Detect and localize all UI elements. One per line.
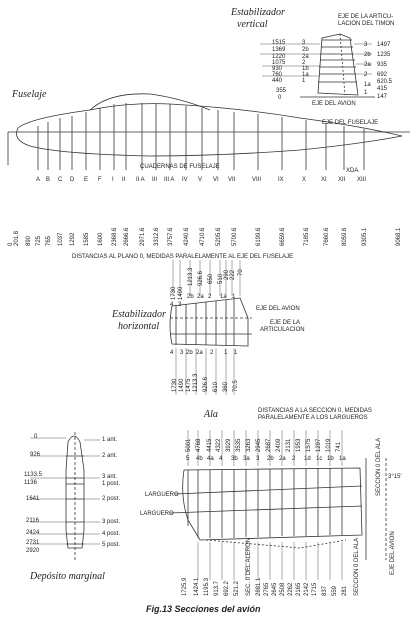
wing-top-value: 4322 bbox=[216, 438, 222, 452]
hstab-bottom-value: 1475 bbox=[186, 378, 192, 392]
fuselage-distance: 201.8 bbox=[14, 230, 20, 246]
wing-note-2: PARALELAMENTE A LOS LARGUEROS bbox=[258, 415, 368, 421]
tank-station: 3 ant. bbox=[102, 474, 118, 480]
wing-title: Ala bbox=[204, 409, 218, 420]
wing-bottom-value: 2881.1 bbox=[256, 577, 262, 596]
frame-label: XIII bbox=[357, 177, 367, 183]
fuselage-distance: 6199.6 bbox=[256, 227, 262, 246]
tank-value: 2424 bbox=[26, 530, 40, 536]
wing-top-station: 3a bbox=[243, 456, 250, 462]
vstab-right-value: 935 bbox=[377, 62, 388, 68]
fuselage-distance: 890 bbox=[26, 235, 32, 246]
wing-top-station: 4b bbox=[196, 456, 203, 462]
hstab-hinge-1: EJE DE LA bbox=[270, 320, 301, 326]
tank-station: 2 post. bbox=[102, 496, 121, 502]
hstab-top-value: 1490 bbox=[178, 286, 184, 300]
fuselage-distance: 5700.6 bbox=[232, 227, 238, 246]
tank-value: 2731 bbox=[26, 540, 40, 546]
wing-top-station: 1d bbox=[304, 456, 311, 462]
wing-bottom-value: 1195.3 bbox=[204, 578, 210, 596]
frame-label: IX bbox=[278, 177, 284, 183]
frame-label: III bbox=[152, 177, 158, 183]
fuselage-distance: 4240.6 bbox=[184, 227, 190, 246]
fuselage-distance: 3312.6 bbox=[154, 227, 160, 246]
wing-bottom-value: 521.2 bbox=[234, 580, 240, 596]
wing-top-value: 1297 bbox=[316, 438, 322, 452]
hstab-bottom-value: 70.5 bbox=[233, 380, 239, 392]
vstab-right-value: 1235 bbox=[377, 52, 391, 58]
tank-value: 2116 bbox=[26, 518, 39, 524]
wing-top-station: 4 bbox=[219, 456, 223, 462]
hstab-bottom-station: 1 bbox=[224, 350, 228, 356]
wing-bottom-value: 1424.1 bbox=[194, 577, 200, 596]
frame-label: E bbox=[84, 177, 89, 183]
hstab-bottom-value: 610 bbox=[213, 381, 219, 392]
wing-top-value: 3929 bbox=[226, 438, 232, 452]
vstab-right-station: 1a bbox=[364, 82, 371, 88]
hstab-bottom-station: 2a bbox=[196, 350, 203, 356]
fuselage-distance: 6659.6 bbox=[280, 227, 286, 246]
wing-top-station: 3b bbox=[231, 456, 238, 462]
fuselage-distance: 1292 bbox=[70, 232, 76, 246]
fuselage-distance: 7660.6 bbox=[324, 227, 330, 246]
vstab-left-value: 760 bbox=[272, 72, 283, 78]
wing-larguero-rear: LARGUERO bbox=[140, 511, 174, 517]
wing-bottom-value: 837 bbox=[322, 585, 328, 596]
vstab-left-station: 2a bbox=[302, 54, 309, 60]
vstab-left-value: 930 bbox=[272, 66, 283, 72]
frame-label: II A bbox=[136, 177, 145, 183]
frame-label: I bbox=[112, 177, 114, 183]
wing-bottom-value: 2262 bbox=[288, 582, 294, 596]
wing-bottom-value: 1725.9 bbox=[182, 577, 188, 596]
wing-bottom-value: 559 bbox=[332, 585, 338, 596]
wing-top-value: 2131 bbox=[286, 438, 292, 452]
fuselage-axis-label: EJE DEL FUSELAJE bbox=[322, 120, 379, 126]
wing-top-value: 2945 bbox=[256, 438, 262, 452]
hstab-top-value: 510 bbox=[218, 273, 224, 284]
fuselage-distance: 9305.1 bbox=[362, 227, 368, 246]
hstab-top-value: 1730 bbox=[171, 286, 177, 300]
frame-label: F bbox=[98, 177, 102, 183]
vstab-left-station: 2 bbox=[302, 60, 306, 66]
hstab-top-value: 926.6 bbox=[198, 270, 204, 286]
hstab-top-station: 2a bbox=[197, 294, 204, 300]
vstab-left-station: 1 bbox=[302, 78, 306, 84]
hstab-bottom-value: 1490 bbox=[179, 378, 185, 392]
fuselage-distance: 3757.6 bbox=[168, 227, 174, 246]
vstab-right-value: 1497 bbox=[377, 42, 391, 48]
wing-top-value: 4768 bbox=[196, 438, 202, 452]
vstab-title-2: vertical bbox=[237, 19, 268, 30]
vstab-left-value: 1369 bbox=[272, 47, 286, 53]
frame-label: X bbox=[302, 177, 307, 183]
fuselage-distance: 1600 bbox=[98, 232, 104, 246]
wing-top-value: 741 bbox=[336, 441, 342, 452]
frame-label: V bbox=[198, 177, 203, 183]
tip-tank-outline bbox=[30, 432, 100, 560]
wing-top-value: 3535 bbox=[236, 438, 242, 452]
vstab-title-1: Estabilizador bbox=[231, 7, 285, 18]
plane-zero-label: 0 bbox=[8, 242, 14, 246]
vstab-right-station: 2b bbox=[364, 52, 371, 58]
vstab-left-station: 3 bbox=[302, 40, 306, 46]
fuselage-distance: 725 bbox=[36, 235, 42, 246]
fuselage-distance: 1585 bbox=[84, 232, 90, 246]
frame-label: III A bbox=[164, 177, 175, 183]
fuselage-frames-label: CUADERNAS DE FUSELAJE bbox=[140, 164, 220, 170]
fuselage-distance: 5205.6 bbox=[216, 227, 222, 246]
wing-eje-avion: EJE DEL AVION bbox=[390, 531, 396, 575]
fuselage-distance: 2368.6 bbox=[112, 227, 118, 246]
tank-station: 4 post. bbox=[102, 531, 121, 537]
frame-label: IV bbox=[182, 177, 188, 183]
tank-value: 1136 bbox=[24, 480, 37, 486]
tank-value: 1641 bbox=[26, 496, 40, 502]
wing-top-station: 1c bbox=[316, 456, 323, 462]
hstab-top-station: 1a bbox=[220, 294, 227, 300]
wing-note-1: DISTANCIAS A LA SECCION 0, MEDIDAS bbox=[258, 408, 372, 414]
fuselage-distance: 9068.1 bbox=[396, 227, 402, 246]
vstab-left-value: 1515 bbox=[272, 40, 286, 46]
fuselage-title: Fuselaje bbox=[12, 89, 47, 100]
wing-bottom-value: 2508 bbox=[280, 582, 286, 596]
fuselage-distance: 2666.6 bbox=[124, 227, 130, 246]
hstab-top-station: 4 bbox=[170, 302, 174, 308]
wing-bottom-value: 692.2 bbox=[224, 580, 230, 596]
frame-label: B bbox=[46, 177, 51, 183]
tank-station: 2 ant. bbox=[102, 453, 118, 459]
hstab-bottom-value: 926.6 bbox=[203, 376, 209, 392]
wing-top-value: 5001 bbox=[186, 438, 192, 452]
figure-caption: Fig.13 Secciones del avión bbox=[146, 604, 261, 614]
hstab-top-station: 2 bbox=[208, 294, 212, 300]
wing-top-station: 4a bbox=[207, 456, 214, 462]
fuselage-distance: 765 bbox=[46, 235, 52, 246]
fuselage-distance: 2971.6 bbox=[140, 227, 146, 246]
tank-value: 2920 bbox=[26, 548, 40, 554]
fuselage-distance-note: DISTANCIAS AL PLANO 0, MEDIDAS PARALELAMENTE AL EJE DEL FUSELAJE bbox=[72, 254, 294, 260]
wing-top-station: 2a bbox=[279, 456, 286, 462]
wing-top-value: 1019 bbox=[326, 438, 332, 452]
hstab-bottom-value: 1730 bbox=[172, 378, 178, 392]
wing-bottom-value: 2165 bbox=[296, 582, 302, 596]
hstab-bottom-station: 1 bbox=[234, 350, 238, 356]
hstab-title-1: Estabilizador bbox=[112, 309, 166, 320]
fuselage-distance: 7185.6 bbox=[304, 227, 310, 246]
hstab-bottom-station: 2b bbox=[186, 350, 193, 356]
wing-top-station: 5 bbox=[186, 456, 190, 462]
vstab-left-station: 1a bbox=[302, 72, 309, 78]
vstab-left-station: 1b bbox=[302, 66, 309, 72]
wing-top-value: 2409 bbox=[276, 438, 282, 452]
fuselage-distance: 8059.6 bbox=[342, 227, 348, 246]
frame-label: C bbox=[58, 177, 63, 183]
hstab-top-station: 3 bbox=[178, 302, 182, 308]
hstab-bottom-station: 2 bbox=[210, 350, 214, 356]
tank-station: 3 post. bbox=[102, 519, 121, 525]
wing-top-station: 1b bbox=[327, 456, 334, 462]
wing-bottom-value: 281 bbox=[342, 585, 348, 596]
vstab-axis-label: EJE DEL AVION bbox=[312, 101, 356, 107]
vstab-right-value: 147 bbox=[377, 94, 388, 100]
hstab-top-value: 650 bbox=[208, 273, 214, 284]
fuselage-distance: 1037 bbox=[58, 232, 64, 246]
tank-station: 1 ant. bbox=[102, 437, 118, 443]
fuselage-distance: 4710.6 bbox=[200, 227, 206, 246]
hstab-bottom-value: 1213.3 bbox=[193, 373, 199, 392]
hstab-top-station: 1 bbox=[232, 294, 236, 300]
frame-label: A bbox=[36, 177, 41, 183]
wing-section-zero-bottom: SECCION 0 DEL ALA bbox=[354, 537, 360, 596]
frame-label: XI bbox=[321, 177, 327, 183]
tank-station: 5 post. bbox=[102, 542, 121, 548]
wing-top-station: 1a bbox=[339, 456, 346, 462]
wing-top-value: 3263 bbox=[246, 438, 252, 452]
vstab-right-value: 620.5 bbox=[377, 79, 393, 85]
vstab-left-value: 440 bbox=[272, 78, 283, 84]
frame-label: VI bbox=[213, 177, 219, 183]
wing-angle: 3°15' bbox=[388, 474, 402, 480]
hstab-axis-label: EJE DEL AVION bbox=[256, 306, 300, 312]
tank-title: Depósito marginal bbox=[30, 571, 105, 582]
wing-bottom-value: 2645 bbox=[272, 582, 278, 596]
tank-value: 1133.5 bbox=[24, 472, 42, 478]
frame-label: VII bbox=[228, 177, 236, 183]
hstab-top-station: 2b bbox=[187, 294, 194, 300]
hstab-top-value: 1213.3 bbox=[188, 267, 194, 286]
vstab-left-value: 1075 bbox=[272, 60, 286, 66]
vstab-left-value: 1220 bbox=[272, 54, 286, 60]
wing-bottom-value: 913.7 bbox=[214, 580, 220, 596]
frame-label: II bbox=[122, 177, 126, 183]
vstab-right-station: 2a bbox=[364, 62, 371, 68]
wing-bottom-value: 2765 bbox=[264, 582, 270, 596]
vstab-left-value: 355 bbox=[276, 88, 287, 94]
tank-station: 1 post. bbox=[102, 481, 121, 487]
vstab-hinge-note: EJE DE LA ARTICU- LACION DEL TIMON bbox=[338, 14, 395, 27]
hstab-hinge-2: ARTICULACION bbox=[260, 327, 305, 333]
wing-bottom-value: 1715 bbox=[312, 582, 318, 596]
tank-value: 0 bbox=[34, 434, 38, 440]
wing-larguero-front: LARGUERO bbox=[145, 492, 179, 498]
hstab-bottom-station: 3 bbox=[180, 350, 184, 356]
wing-bottom-value: 2142 bbox=[304, 582, 310, 596]
hstab-top-value: 70 bbox=[238, 269, 244, 276]
wing-top-value: 2687 bbox=[266, 438, 272, 452]
wing-top-value: 1953 bbox=[296, 438, 302, 452]
hstab-bottom-value: 360 bbox=[223, 381, 229, 392]
wing-top-value: 1575 bbox=[306, 438, 312, 452]
frame-label: XII bbox=[338, 177, 346, 183]
hstab-top-value: 222 bbox=[230, 269, 236, 280]
vstab-right-station: 1 bbox=[364, 90, 368, 96]
tank-value: 926 bbox=[30, 452, 41, 458]
frame-label: D bbox=[70, 177, 75, 183]
hstab-bottom-station: 4 bbox=[170, 350, 174, 356]
vstab-right-value: 415 bbox=[377, 86, 388, 92]
vstab-right-station: 2 bbox=[364, 72, 368, 78]
vstab-right-station: 3 bbox=[364, 42, 368, 48]
hstab-title-2: horizontal bbox=[118, 321, 160, 332]
wing-section-zero: SECCION 0 DEL ALA bbox=[376, 437, 382, 496]
wing-aileron-section: SEC. 0 DEL ALERON bbox=[246, 537, 252, 596]
vstab-right-value: 692 bbox=[377, 72, 388, 78]
wing-top-station: 3 bbox=[256, 456, 260, 462]
vstab-left-value: 0 bbox=[278, 95, 282, 101]
wing-top-station: 2b bbox=[267, 456, 274, 462]
wing-top-value: 4415 bbox=[207, 438, 213, 452]
vstab-left-station: 2b bbox=[302, 47, 309, 53]
fuselage-xda: XDA bbox=[346, 168, 359, 174]
frame-label: VIII bbox=[252, 177, 262, 183]
wing-top-station: 2 bbox=[292, 456, 296, 462]
hstab-top-value: 290 bbox=[224, 269, 230, 280]
